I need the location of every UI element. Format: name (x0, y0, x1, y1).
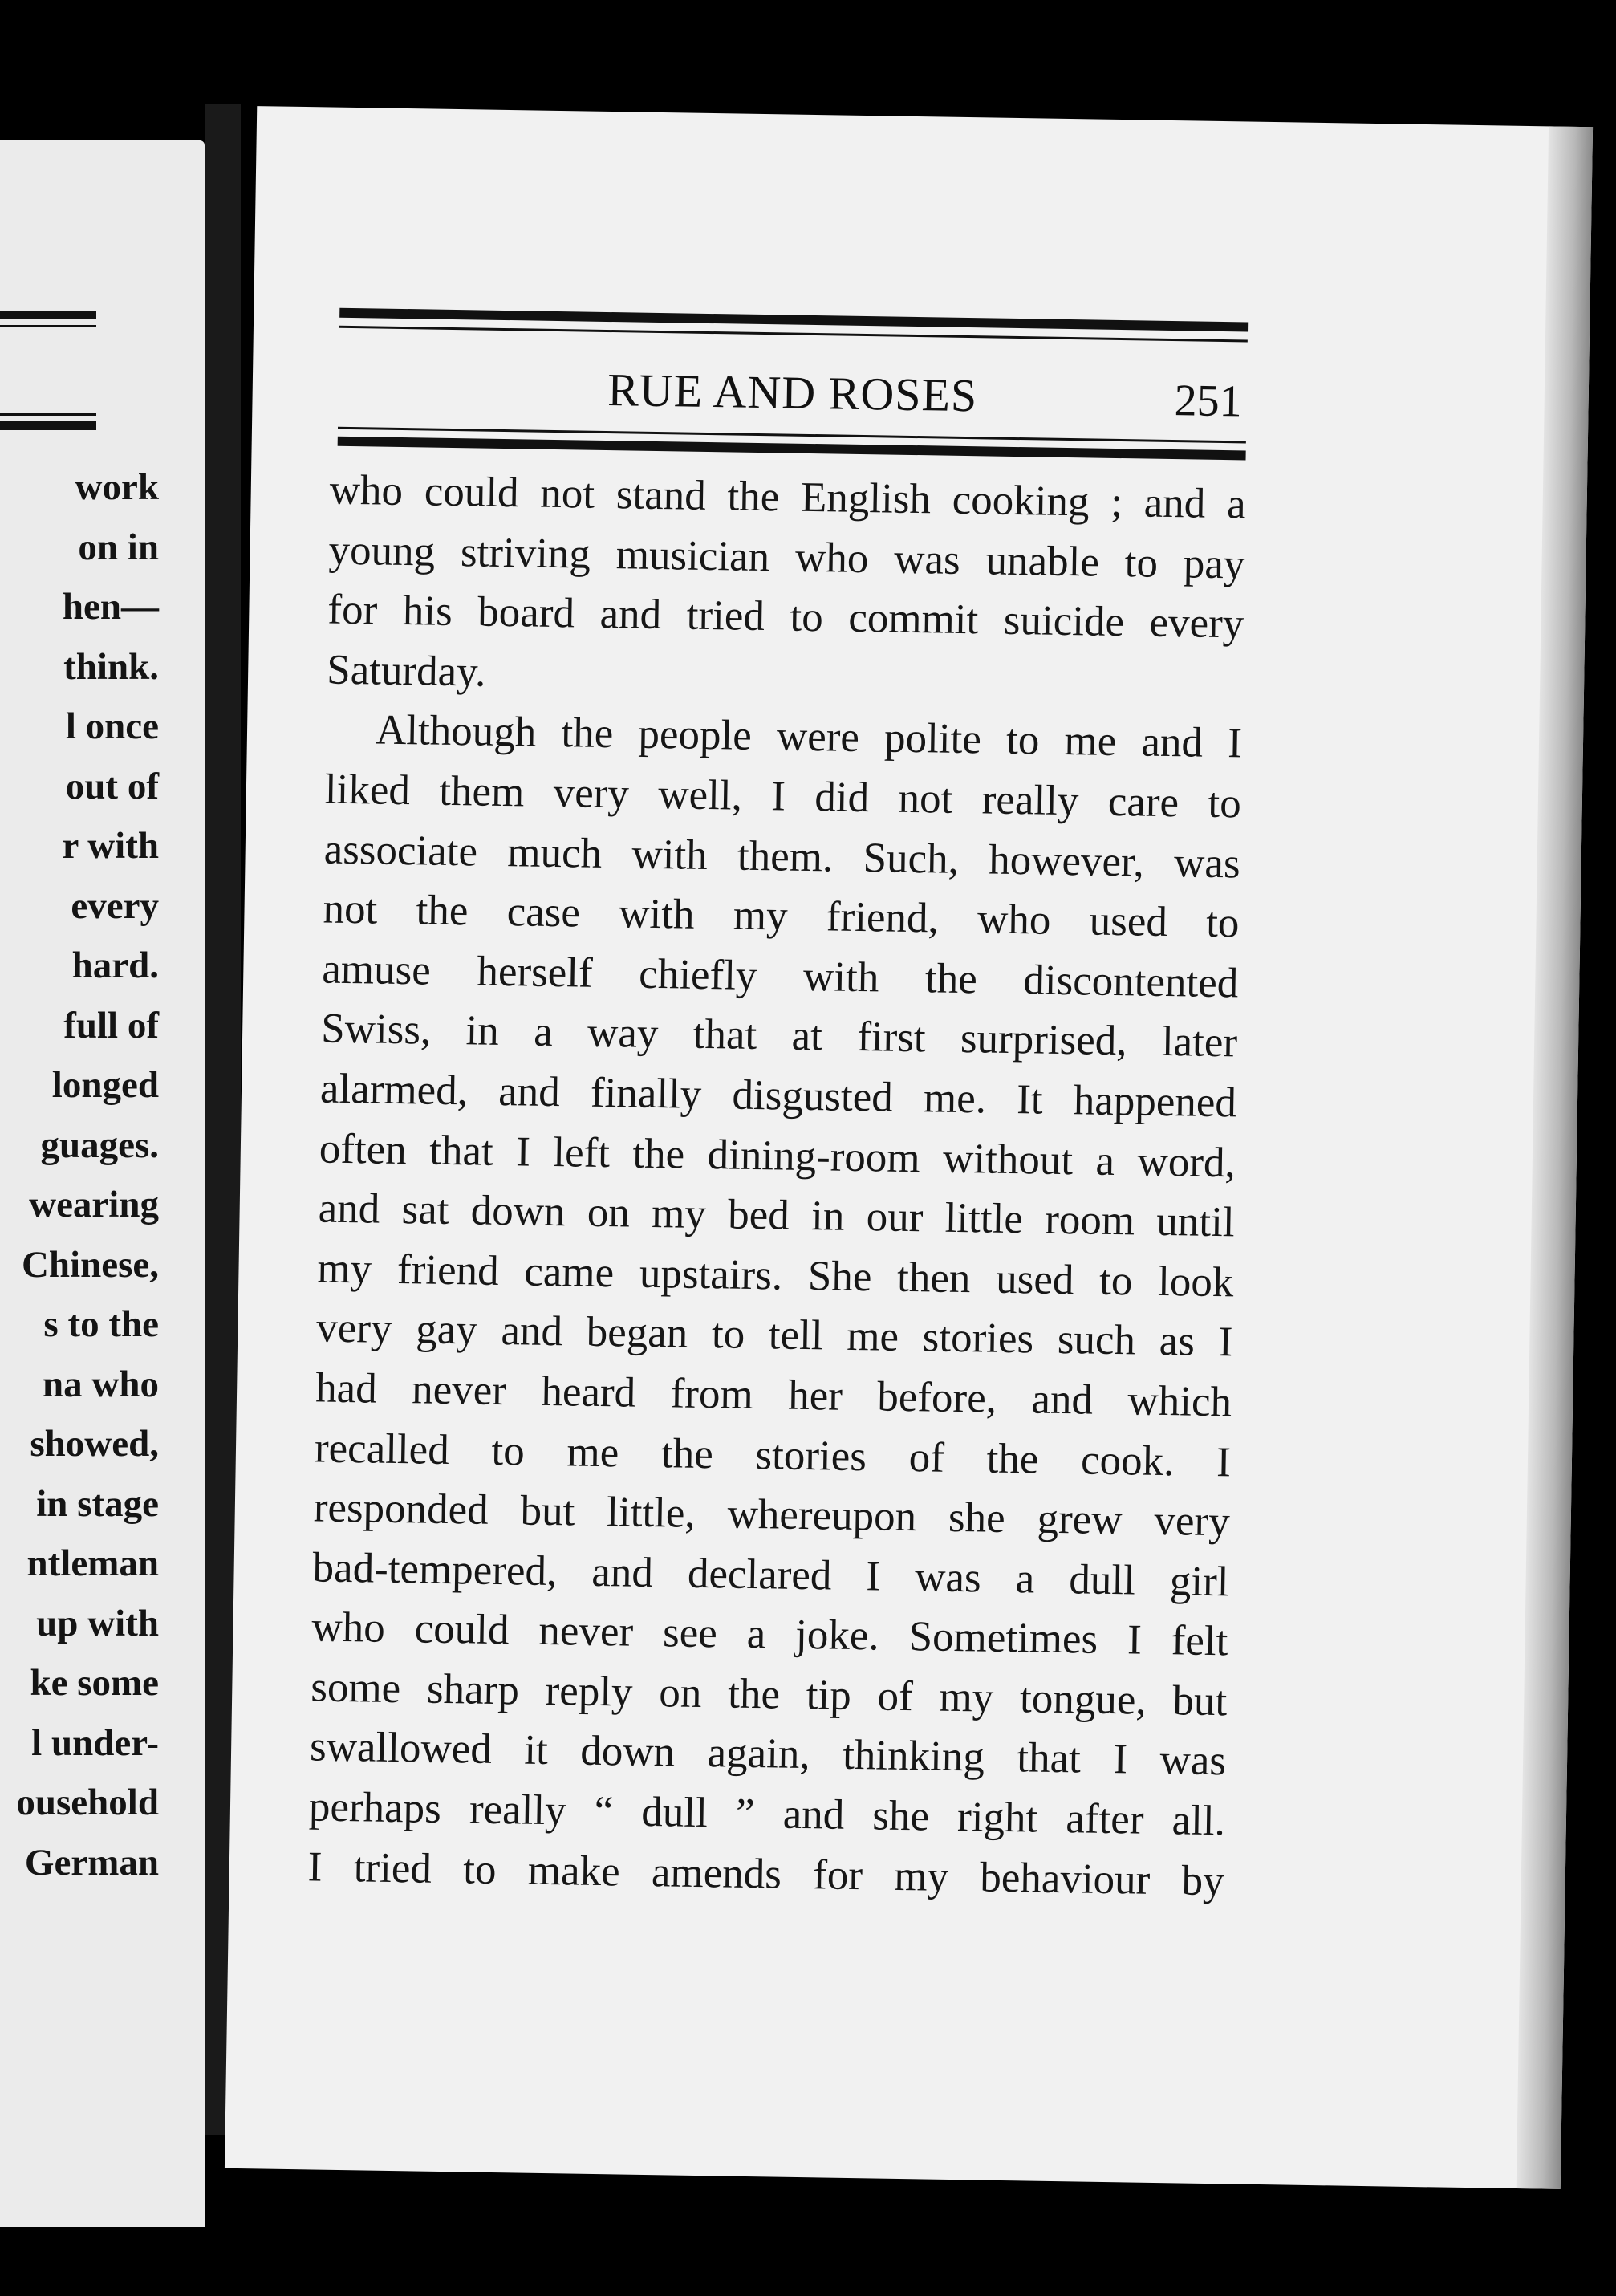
left-page-text-line: longed (51, 1064, 159, 1106)
right-page (225, 106, 1593, 2189)
left-page-text-line: ntleman (26, 1542, 159, 1584)
text-line: bad-tempered, and declared I was a dull girl (312, 1544, 1230, 1606)
left-page-text-line: l once (65, 705, 159, 747)
text-line: I tried to make amends for my behaviour by (307, 1843, 1225, 1904)
left-page-text-line: Chinese, (21, 1243, 159, 1286)
text-line: young striving musician who was unable to pay (328, 526, 1245, 588)
text-line: associate much with them. Such, however, was (323, 826, 1241, 888)
left-page-top-rule-thick (0, 311, 96, 319)
left-page-text-line: out of (65, 765, 159, 807)
left-page-text-line: ke some (30, 1662, 159, 1704)
text-line: responded but little, whereupon she grew very (313, 1484, 1231, 1546)
left-page-text-line: full of (63, 1004, 159, 1046)
text-line: who could never see a joke. Sometimes I felt (311, 1603, 1228, 1665)
text-line: recalled to me the stories of the cook. I (314, 1424, 1232, 1485)
left-page-text-line: l under- (31, 1721, 159, 1764)
left-page-text-line: r with (62, 825, 159, 867)
left-page-bottom-rule-thick (0, 421, 96, 430)
left-page-text-line: German (24, 1841, 159, 1884)
text-line: not the case with my friend, who used to (323, 885, 1240, 947)
left-page-text-line: on in (78, 526, 159, 568)
running-title: RUE AND ROSES (607, 363, 978, 422)
text-line: for his board and tried to commit suicide every (327, 586, 1244, 648)
left-page-text-line: wearing (29, 1184, 159, 1225)
left-page-text-line: na who (43, 1363, 159, 1405)
body-text (307, 461, 1246, 1912)
text-line: Although the people were polite to me and I (375, 706, 1243, 767)
left-page-top-rule-thin (0, 325, 96, 327)
left-page-text-line: guages. (40, 1124, 159, 1166)
text-line: perhaps really “ dull ” and she right after all. (308, 1783, 1226, 1845)
text-line: who could not stand the English cooking ; and a (329, 466, 1247, 528)
page-edge (1517, 126, 1593, 2189)
left-page-text-line: every (71, 884, 159, 927)
left-page-text (0, 457, 159, 1892)
text-line: often that I left the dining-room without a word, (319, 1124, 1236, 1186)
text-line: alarmed, and finally disgusted me. It happened (319, 1065, 1237, 1127)
text-line: Saturday. (326, 646, 486, 696)
text-line: liked them very well, I did not really care to (324, 766, 1242, 827)
text-line: swallowed it down again, thinking that I was (309, 1723, 1227, 1785)
left-page-text-line: up with (36, 1602, 159, 1644)
running-head (338, 350, 1247, 437)
text-line: some sharp reply on the tip of my tongue, but (310, 1664, 1228, 1725)
text-line: very gay and began to tell me stories such as I (315, 1304, 1233, 1366)
left-page-text-line: in stage (36, 1482, 159, 1525)
text-line: my friend came upstairs. She then used to look (317, 1245, 1234, 1306)
text-line: Swiss, in a way that at first surprised, later (320, 1005, 1238, 1067)
left-page-text-line: hen— (62, 586, 159, 628)
left-page (0, 140, 205, 2227)
left-page-text-line: showed, (30, 1423, 159, 1465)
left-page-bottom-rule-thin (0, 413, 96, 416)
left-page-text-line: ousehold (16, 1782, 159, 1823)
text-line: and sat down on my bed in our little room until (318, 1185, 1236, 1246)
left-page-text-line: s to the (43, 1303, 159, 1345)
page-number: 251 (1174, 376, 1243, 427)
text-line: had never heard from her before, and which (315, 1364, 1232, 1426)
left-page-text-line: hard. (71, 945, 159, 986)
left-page-text-line: think. (63, 645, 159, 688)
text-line: amuse herself chiefly with the discontented (321, 945, 1239, 1007)
left-page-text-line: work (75, 466, 159, 508)
